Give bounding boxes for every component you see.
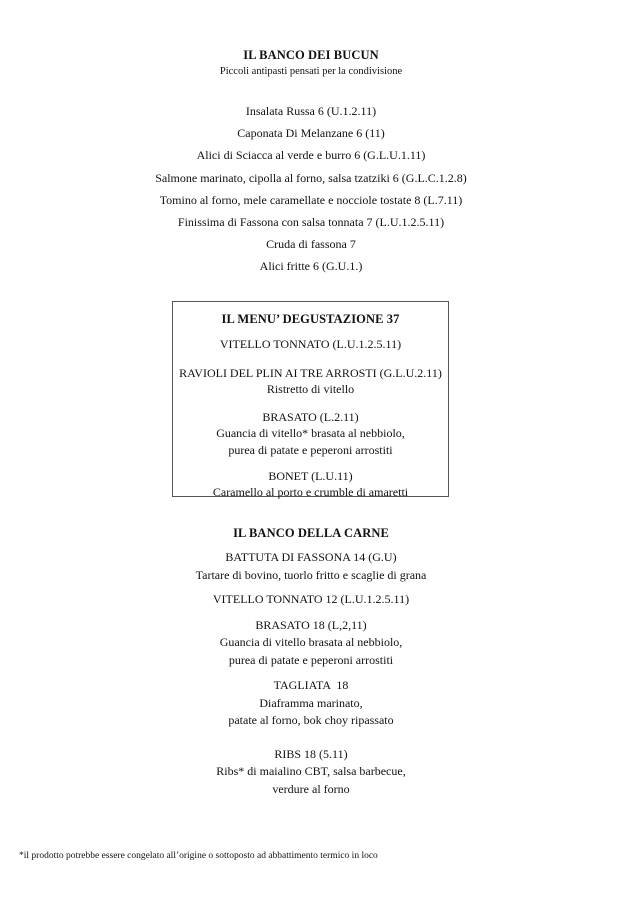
dish-desc: verdure al forno [272,781,350,796]
menu-item: Caponata Di Melanzane 6 (11) [237,126,385,141]
dish [0,591,622,609]
dish [0,617,622,670]
course [173,365,448,397]
dish-desc: Tartare di bovino, tuorlo fritto e scaglie di grana [195,567,427,582]
menu-item: Finissima di Fassona con salsa tonnata 7 (L.U.1.2.5.11) [177,214,445,229]
course [173,336,448,352]
menu-item: Salmone marinato, cipolla al forno, salsa tzatziki 6 (G.L.C.1.2.8) [155,170,467,185]
menu-item: Tomino al forno, mele caramellate e nocciole tostate 8 (L.7.11) [159,192,463,207]
dish-name: BATTUTA DI FASSONA 14 (G.U) [225,550,397,564]
dish-desc: patate al forno, bok choy ripassato [228,713,394,727]
course [173,468,448,500]
degustazione-box [172,301,449,497]
dish [0,677,622,730]
bucun-items [0,103,622,281]
dish-desc: purea di patate e peperoni arrostiti [228,652,394,667]
bucun-subtitle: Piccoli antipasti pensati per la condivisione [219,66,403,77]
dish [0,549,622,584]
course-name: BONET (L.U.11) [268,469,353,483]
dish-desc: Ribs* di maialino CBT, salsa barbecue, [216,764,406,778]
carne-section [0,525,622,798]
dish-name: TAGLIATA 18 [273,678,349,692]
course-desc: Guancia di vitello* brasata al nebbiolo, [216,426,405,440]
menu-item: Alici di Sciacca al verde e burro 6 (G.L.U.1.11) [196,148,426,163]
menu-item: Alici fritte 6 (G.U.1.) [259,259,363,274]
course-name: VITELLO TONNATO (L.U.1.2.5.11) [219,337,402,351]
course-name: RAVIOLI DEL PLIN AI TRE ARROSTI (G.L.U.2.11) [179,366,442,380]
dish-name: VITELLO TONNATO 12 (L.U.1.2.5.11) [212,592,410,606]
course-desc: Ristretto di vitello [266,382,355,396]
menu-item: Insalata Russa 6 (U.1.2.11) [245,104,377,118]
course-name: BRASATO (L.2.11) [262,410,359,424]
degustazione-title: IL MENU’ DEGUSTAZIONE 37 [221,312,400,326]
course [173,409,448,459]
dish-desc: Diaframma marinato, [259,695,363,710]
footnote: *il prodotto potrebbe essere congelato all’origine o sottoposto ad abbattimento termico in loco [19,851,378,861]
bucun-title: IL BANCO DEI BUCUN [243,48,379,62]
course-desc: purea di patate e peperoni arrostiti [228,443,393,457]
dish-name: BRASATO 18 (L,2,11) [255,617,367,632]
dish [0,746,622,799]
menu-item: Cruda di fassona 7 [266,237,356,252]
carne-title: IL BANCO DELLA CARNE [233,526,389,540]
course-desc: Caramello al porto e crumble di amaretti [212,485,409,499]
dish-name: RIBS 18 (5.11) [274,746,348,761]
bucun-section [0,47,622,281]
dish-desc: Guancia di vitello brasata al nebbiolo, [219,635,403,649]
